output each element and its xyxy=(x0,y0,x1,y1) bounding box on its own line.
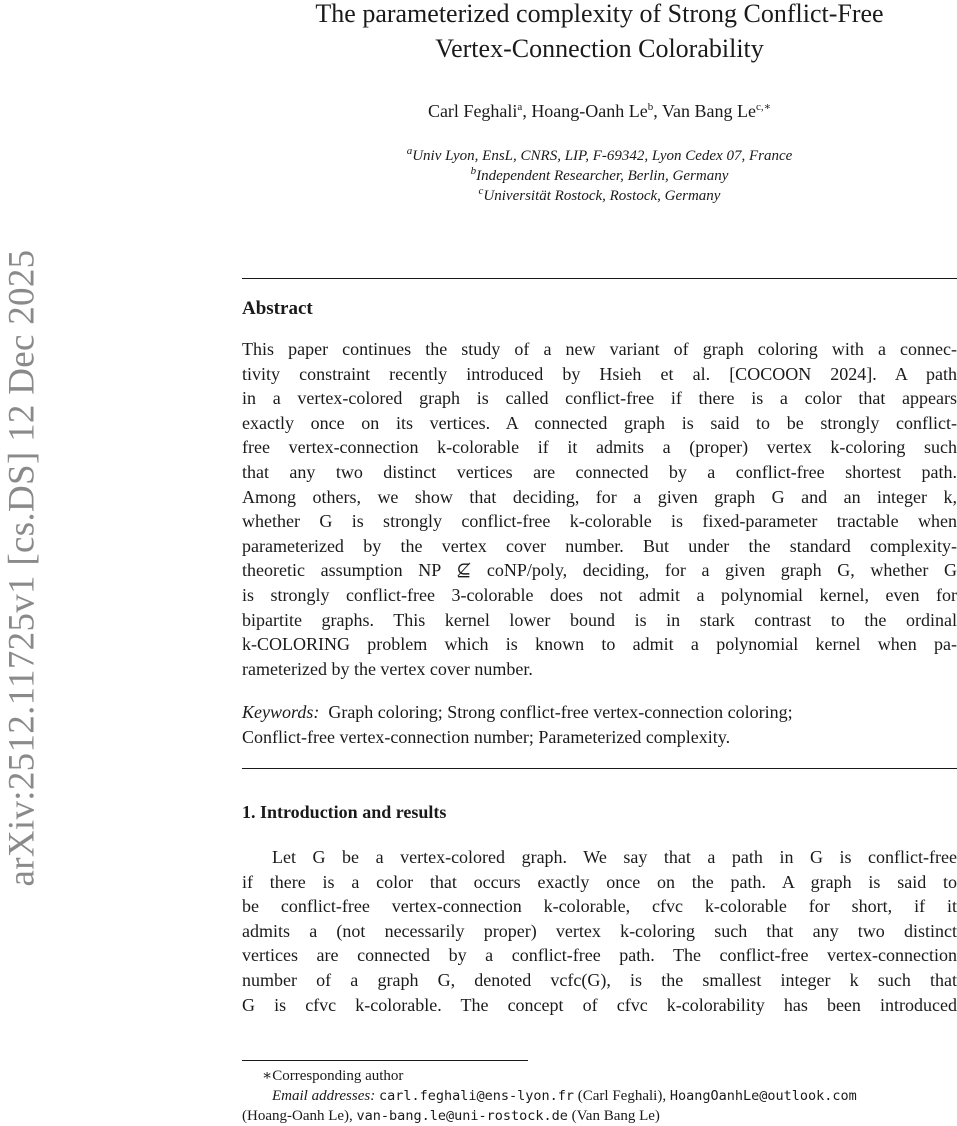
title-line-1: The parameterized complexity of Strong Conflict-Free xyxy=(315,0,884,28)
abstract-heading: Abstract xyxy=(242,298,313,319)
abstract-line: tivity constraint recently introduced by Hsieh et al. [COCOON 2024]. A path xyxy=(242,363,957,384)
arxiv-identifier: arXiv:2512.11725v1 [cs.DS] 12 Dec 2025 xyxy=(1,249,43,887)
author-name: Carl Feghali xyxy=(427,101,518,121)
email-label: Email addresses: xyxy=(272,1088,376,1104)
intro-line: Let G be a vertex-colored graph. We say that a path in G is conflict-free xyxy=(272,847,957,867)
abstract-line: Among others, we show that deciding, for a given graph G and an integer k, xyxy=(242,486,957,507)
email-line-1: Email addresses: carl.feghali@ens-lyon.fr (Carl Feghali), HoangOanhLe@outlook.com xyxy=(272,1088,857,1104)
abstract-line: parameterized by the vertex cover number. But under the standard complexity- xyxy=(242,535,957,556)
email-link-feghali[interactable]: carl.feghali@ens-lyon.fr xyxy=(378,1088,575,1104)
title-line-2: Vertex-Connection Colorability xyxy=(435,34,764,63)
intro-line: vertices are connected by a conflict-free path. The conflict-free vertex-connection xyxy=(242,945,957,966)
abstract-line: bipartite graphs. This kernel lower bound is in stark contrast to the ordinal xyxy=(242,609,957,630)
author-list: Carl Feghali$^a$, Hoang-Oanh Le$^b$, Van Bang $Le^{c,∗}$ xyxy=(427,101,772,121)
abstract-line: whether G is strongly conflict-free k-colorable is fixed-parameter tractable when xyxy=(242,511,957,532)
arxiv-sidebar xyxy=(0,0,44,1125)
abstract-line: theoretic assumption NP ⊈ coNP/poly, deciding, for a given graph G, whether G xyxy=(242,560,957,581)
abstract-line: that any two distinct vertices are connected by a conflict-free shortest path. xyxy=(242,461,957,482)
keywords-line-1: Graph coloring; Strong conflict-free vertex-connection coloring; xyxy=(328,702,793,722)
footnotes xyxy=(242,1066,957,1126)
affiliation-c: $^c$Universität Rostock, Rostock, Germany xyxy=(478,185,721,204)
footnote-rule xyxy=(242,1060,528,1061)
email-link-van-bang-le[interactable]: van-bang.le@uni-rostock.de xyxy=(356,1108,568,1124)
keywords-line-2: Conflict-free vertex-connection number; Parameterized complexity. xyxy=(242,726,731,747)
intro-line: admits a (not necessarily proper) vertex k-coloring such that any two distinct xyxy=(242,920,957,941)
email-line-2: (Hoang-Oanh Le), van-bang.le@uni-rostock.de (Van Bang Le) xyxy=(242,1108,660,1124)
author-name: Hoang-Oanh Le xyxy=(531,101,648,121)
abstract-line: is strongly conflict-free 3-colorable does not admit a polynomial kernel, even for xyxy=(242,584,957,605)
keywords-label: Keywords: xyxy=(242,702,320,722)
intro-line: G is cfvc k-colorable. The concept of cfvc k-colorability has been introduced xyxy=(242,994,957,1015)
corresponding-author-note: ∗Corresponding author xyxy=(262,1068,404,1084)
paper-page xyxy=(242,0,957,1125)
abstract-bottom-rule xyxy=(242,768,957,769)
affiliation-a: $^a$Univ Lyon, EnsL, CNRS, LIP, F-69342, Lyon Cedex 07, France xyxy=(406,145,793,164)
email-link-hoang-oanh-le[interactable]: HoangOanhLe@outlook.com xyxy=(669,1088,857,1104)
abstract-line: free vertex-connection k-colorable if it admits a (proper) vertex k-coloring such xyxy=(242,437,957,458)
author-mark: c,∗ xyxy=(755,101,772,113)
intro-line: be conflict-free vertex-connection k-colorable, cfvc k-colorable for short, if it xyxy=(242,896,957,917)
abstract-line: k-COLORING problem which is known to admit a polynomial kernel when pa- xyxy=(242,634,957,655)
abstract-line: exactly once on its vertices. A connected graph is said to be strongly conflict- xyxy=(242,412,957,433)
intro-line: number of a graph G, denoted vcfc(G), is the smallest integer k such that xyxy=(242,969,957,990)
author-mark: a xyxy=(517,101,523,113)
introduction-body xyxy=(242,845,957,1017)
abstract-top-rule xyxy=(242,278,957,279)
abstract-line: This paper continues the study of a new variant of graph coloring with a connec- xyxy=(242,339,957,359)
author-name: Van Bang Le xyxy=(661,101,756,121)
abstract-body xyxy=(242,337,957,681)
author-mark: b xyxy=(647,101,654,113)
abstract-line: rameterized by the vertex cover number. xyxy=(242,658,533,679)
intro-line: if there is a color that occurs exactly once on the path. A graph is said to xyxy=(242,871,957,892)
abstract-line: in a vertex-colored graph is called conflict-free if there is a color that appears xyxy=(242,388,957,409)
affiliation-b: $^b$Independent Researcher, Berlin, Germany xyxy=(470,165,729,184)
paper-title xyxy=(242,0,957,66)
keywords xyxy=(242,700,957,749)
section-heading-introduction: 1. Introduction and results xyxy=(242,802,447,822)
affiliation-list xyxy=(242,146,957,206)
